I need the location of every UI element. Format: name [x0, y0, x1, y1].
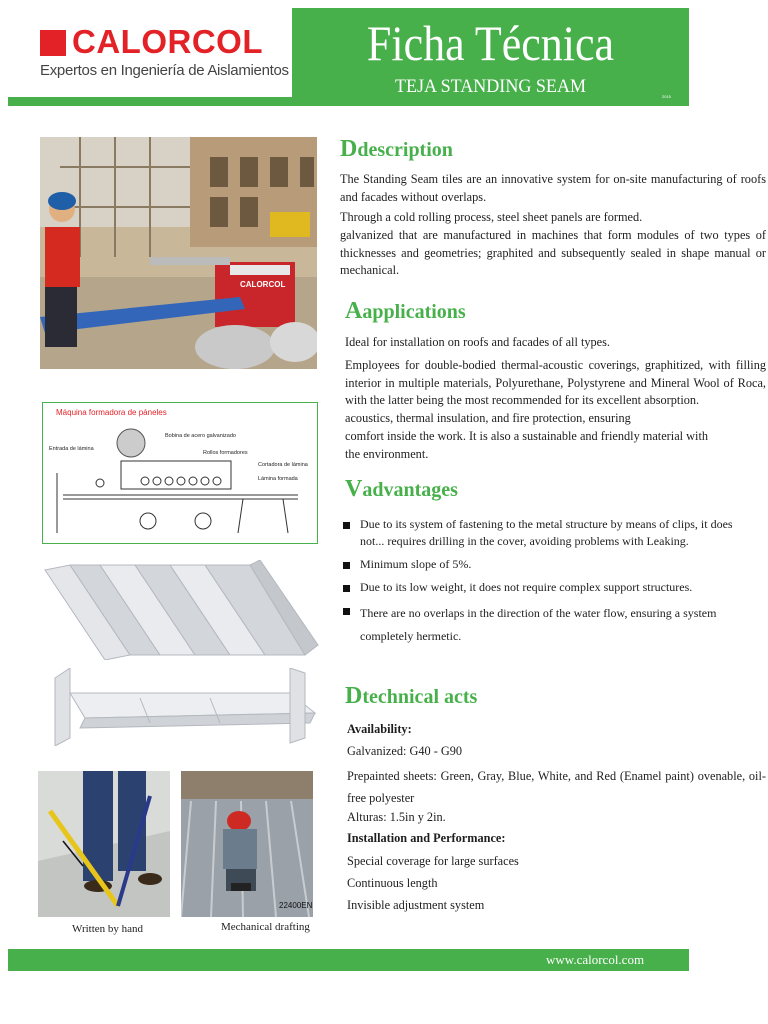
availability-prepainted: Prepainted sheets: Green, Gray, Blue, White, and Red (Enamel paint) ovenable, oil-free polyester [347, 769, 766, 805]
applications-p3: acoustics, thermal insulation, and fire protection, ensuring [345, 411, 631, 425]
performance-item: Continuous length [347, 876, 438, 890]
section-title-technical: Dtechnical acts [345, 683, 478, 709]
section-title-applications: Aapplications [345, 298, 466, 324]
performance-item: Invisible adjustment system [347, 898, 485, 912]
applications-p5: the environment. [345, 447, 429, 461]
performance-item: Special coverage for large surfaces [347, 854, 519, 868]
page-title: Ficha Técnica [366, 15, 615, 71]
diagram-title: Máquina formadora de páneles [56, 408, 167, 417]
label-bobina: Bobina de acero galvanizado [165, 433, 236, 439]
footer-website-link[interactable]: www.calorcol.com [546, 952, 645, 967]
applications-p1: Ideal for installation on roofs and facades of all types. [345, 335, 610, 349]
seaming-machine [231, 883, 251, 891]
install-label: Installation and Performance: [347, 831, 506, 845]
section-title-advantages: Vadvantages [345, 476, 458, 502]
panel-render-top [40, 560, 320, 660]
tool-code: 22400EN [279, 901, 313, 910]
availability-galvanized: Galvanized: G40 - G90 [347, 744, 463, 758]
machine-diagram [42, 402, 318, 544]
availability-label: Availability: [347, 722, 412, 736]
applications-p2: Employees for double-bodied thermal-acoustic coverings, graphitized, with filling interior in multiple materials, Polyurethane, Polystyrene and Mineral Wool of Roca, with the latter being the most recommended for its excellent absorption. [345, 358, 766, 407]
logo-text: CALORCOL [72, 23, 263, 60]
hand-seaming-photo [38, 771, 170, 917]
description-p2-line1: Through a cold rolling process, steel sheet panels are formed. [340, 210, 643, 224]
caption-hand: Written by hand [72, 923, 144, 935]
availability-heights: Alturas: 1.5in y 2in. [347, 810, 446, 824]
description-p1: The Standing Seam tiles are an innovative system for on-site manufacturing of roofs and facades without overlaps. [340, 172, 766, 204]
diagram-drawing [43, 403, 317, 543]
header-divider [8, 97, 308, 106]
advantage-item: Due to its low weight, it does not require complex support structures. [340, 579, 764, 596]
advantages-list [340, 516, 764, 648]
label-formada: Lámina formada [258, 476, 298, 482]
page-subtitle: TEJA STANDING SEAM [394, 76, 587, 97]
machine-photo [40, 137, 317, 369]
label-rollos: Rollos formadores [203, 450, 248, 456]
advantage-item: Minimum slope of 5%. [340, 556, 764, 573]
mechanical-seaming-photo [181, 771, 313, 917]
label-cortadora: Cortadora de lámina [258, 462, 308, 468]
description-p2-line2: galvanized that are manufactured in machines that form modules of two types of thicknesses and geometries; graphited and subsequently sealed in shape manual or mechanical. [340, 228, 766, 277]
worker-helmet [227, 811, 251, 831]
section-title-description: Ddescription [340, 136, 453, 162]
applications-p4: comfort inside the work. It is also a sustainable and friendly material with [345, 429, 709, 443]
steel-coil [195, 325, 275, 369]
machine-brand: CALORCOL [240, 280, 286, 289]
advantage-item: Due to its system of fastening to the metal structure by means of clips, it does not... requires drilling in the cover, avoiding problems with Leaking. [340, 516, 764, 550]
label-entrada: Entrada de lámina [49, 446, 94, 452]
document-code: 2015 [662, 94, 671, 99]
logo-square-icon [40, 30, 66, 56]
logo-tagline: Expertos en Ingeniería de Aislamientos [40, 62, 289, 79]
panel-render-bottom [50, 668, 320, 746]
caption-mechanical: Mechanical drafting [221, 921, 310, 933]
advantage-item: There are no overlaps in the direction of the water flow, ensuring a system completely hermetic. [340, 602, 764, 648]
excavator [270, 212, 310, 237]
